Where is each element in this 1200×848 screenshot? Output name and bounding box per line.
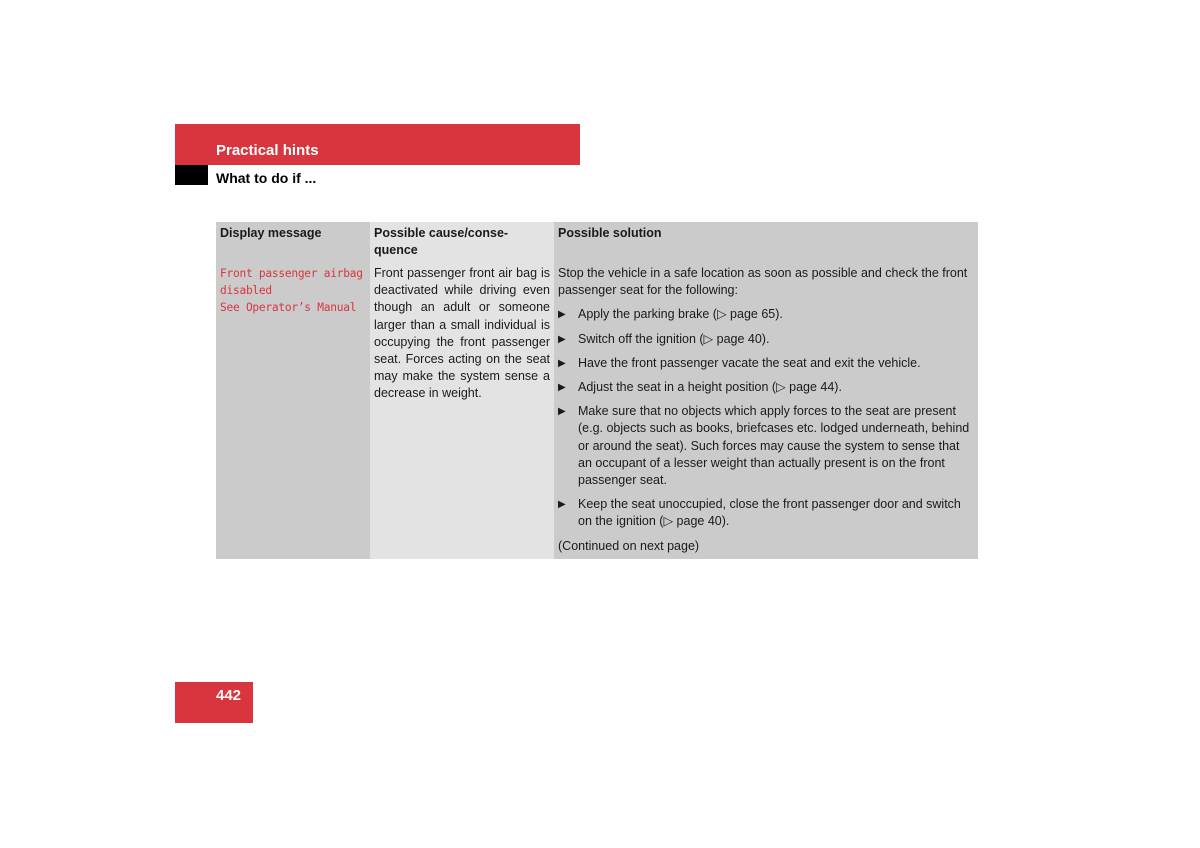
header-possible-cause-text: Possible cause/conse- quence <box>374 226 509 258</box>
list-item <box>558 355 974 372</box>
triangle-bullet-icon: ▶ <box>558 499 566 511</box>
step-text: Apply the parking brake (▷ page 65). <box>578 307 783 322</box>
step-text: Have the front passenger vacate the seat and exit the vehicle. <box>578 355 921 370</box>
section-marker-tab <box>175 165 208 185</box>
display-message-text: Front passenger airbag disabled See Operator’s Manual <box>220 267 363 315</box>
table-header-row <box>216 222 978 262</box>
display-message-cell <box>216 262 370 559</box>
cause-text: Front passenger front air bag is deactivated while driving even though an adult or someone larger than a small individual is occupying the front passenger seat. Forces acting on the seat may make the system sense a decrease in weight. <box>374 266 550 401</box>
header-possible-solution: Possible solution <box>554 222 978 262</box>
triangle-bullet-icon: ▶ <box>558 382 566 394</box>
list-item <box>558 403 974 489</box>
list-item <box>558 496 974 530</box>
step-text: Adjust the seat in a height position (▷ page 44). <box>578 380 842 395</box>
section-title: Practical hints <box>216 142 319 159</box>
triangle-bullet-icon: ▶ <box>558 357 566 369</box>
step-text: Switch off the ignition (▷ page 40). <box>578 331 770 346</box>
table-row <box>216 262 978 559</box>
display-message-table <box>216 222 978 559</box>
triangle-bullet-icon: ▶ <box>558 309 566 321</box>
page-number: 442 <box>216 687 242 704</box>
header-possible-cause <box>370 222 554 262</box>
solution-intro: Stop the vehicle in a safe location as soon as possible and check the front passenger seat for the following: <box>558 266 968 298</box>
list-item <box>558 379 974 396</box>
page-number-box <box>175 682 253 723</box>
header-display-message: Display message <box>216 222 370 262</box>
subsection-title: What to do if ... <box>216 170 317 186</box>
list-item <box>558 331 974 348</box>
triangle-bullet-icon: ▶ <box>558 333 566 345</box>
solution-cell <box>554 262 978 559</box>
triangle-bullet-icon: ▶ <box>558 406 566 418</box>
step-text: Keep the seat unoccupied, close the front passenger door and switch on the ignition (▷ page 40). <box>578 497 961 529</box>
step-text: Make sure that no objects which apply forces to the seat are present (e.g. objects such as books, briefcases etc. lodged underneath, behind or around the seat). Such forces may cause the system to sense that an occupant of a lesser weight than actually present is on the front passenger seat. <box>578 404 970 488</box>
solution-steps-list <box>558 306 974 530</box>
cause-cell <box>370 262 554 559</box>
continued-note: (Continued on next page) <box>558 538 700 553</box>
list-item <box>558 306 974 323</box>
